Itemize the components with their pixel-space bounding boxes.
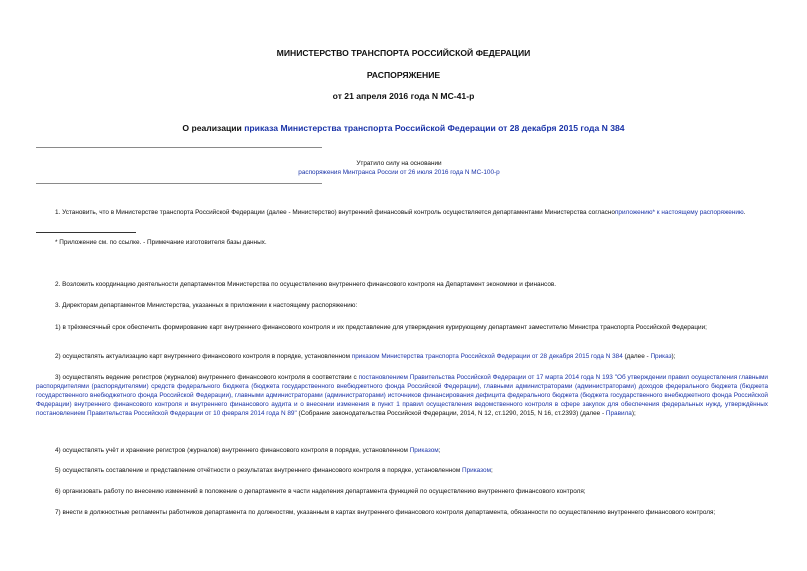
- date-number-heading: от 21 апреля 2016 года N МС-41-р: [332, 91, 475, 101]
- status-note: [36, 159, 762, 177]
- paragraph-3-4: [36, 446, 768, 455]
- paragraph-3-4-text: 4) осуществлять учёт и хранение регистров (журналов) внутреннего финансового контроля в порядке, установленном: [55, 447, 410, 454]
- paragraph-3-4-end: ;: [438, 447, 441, 454]
- order-short-link[interactable]: Приказ: [650, 353, 672, 360]
- paragraph-3-2-text: 2) осуществлять актуализацию карт внутреннего финансового контроля в порядке, установленном: [55, 353, 352, 360]
- paragraph-3-3-text: 3) осуществлять ведение регистров (журналов) внутреннего финансового контроля в соответствии с: [55, 374, 359, 381]
- paragraph-3-2-mid: (далее -: [622, 353, 651, 360]
- divider-bottom: [36, 183, 322, 184]
- appendix-link[interactable]: приложению* к настоящему распоряжению: [614, 209, 744, 216]
- title-prefix: О реализации: [182, 123, 245, 133]
- order-384-link[interactable]: приказа Министерства транспорта Российской Федерации от 28 декабря 2015 года N 384: [244, 123, 625, 133]
- repeal-order-link[interactable]: распоряжения Минтранса России от 26 июля 2016 года N МС-100-р: [298, 169, 500, 176]
- doc-type-heading: РАСПОРЯЖЕНИЕ: [366, 70, 441, 80]
- paragraph-3-5: [36, 466, 768, 475]
- paragraph-3: 3. Директорам департаментов Министерства, указанных в приложении к настоящему распоряжению:: [55, 302, 358, 309]
- divider-top: [36, 147, 322, 148]
- order-link-5[interactable]: Приказом: [462, 467, 491, 474]
- order-384-inline-link[interactable]: приказом Министерства транспорта Российской Федерации от 28 декабря 2015 года N 384: [351, 353, 623, 360]
- paragraph-3-3: [36, 373, 768, 418]
- paragraph-1-text: 1. Установить, что в Министерстве транспорта Российской Федерации (далее - Министерство) внутренний финансовый контроль осуществляется департаментами Министерства согласно: [55, 209, 615, 216]
- order-link-4[interactable]: Приказом: [409, 447, 439, 454]
- paragraph-3-6: 6) организовать работу по внесению изменений в положение о департаменте в части наделения департамента функцией по осуществлению внутреннего финансового контроля;: [55, 488, 586, 495]
- ministry-heading: МИНИСТЕРСТВО ТРАНСПОРТА РОССИЙСКОЙ ФЕДЕРАЦИИ: [276, 48, 531, 58]
- paragraph-1-end: .: [743, 209, 746, 216]
- government-decree-193-link[interactable]: постановлением Правительства Российской Федерации от 17 марта 2014 года N 193 "Об утверждении правил осуществления главными распорядителями (распорядителями) средств федерального бюджета (бюджета государственного внебюджетного фонда Российской Федерации), главными администраторами (администраторами) доходов федерального бюджета (бюджета государственного внебюджетного фонда Российской Федерации), главными администраторами (администраторами) источников финансирования дефицита федерального бюджета (бюджета государственного внебюджетного фонда Российской Федерации) внутреннего финансового контроля и внутреннего финансового аудита и о внесении изменения в пункт 1 правил осуществления ведомственного контроля в сфере закупок для обеспечения федеральных нужд, утверждённых постановлением Правительства Российской Федерации от 10 февраля 2014 года N 89": [36, 374, 768, 417]
- rules-link[interactable]: Правила: [605, 410, 632, 417]
- document-title: [0, 123, 807, 133]
- footnote-divider: [36, 232, 136, 233]
- paragraph-3-1: 1) в трёхмесячный срок обеспечить формирование карт внутреннего финансового контроля и их представление для утверждения курирующему департамент заместителю Министра транспорта Российской Федерации;: [55, 324, 707, 331]
- status-note-text: Утратило силу на основании: [356, 160, 442, 167]
- paragraph-3-5-text: 5) осуществлять составление и представление отчётности о результатах внутреннего финансового контроля в порядке, установленном: [55, 467, 463, 474]
- paragraph-3-3-mid: (Собрание законодательства Российской Федерации, 2014, N 12, ст.1290, 2015, N 16, ст.2393) (далее -: [296, 410, 606, 417]
- footnote: * Приложение см. по ссылке. - Примечание изготовителя базы данных.: [55, 239, 267, 246]
- paragraph-3-5-end: ;: [490, 467, 493, 474]
- paragraph-3-2: [36, 352, 768, 361]
- paragraph-2: 2. Возложить координацию деятельности департаментов Министерства по осуществлению внутреннего финансового контроля на Департамент экономики и финансов.: [55, 281, 557, 288]
- paragraph-3-7: 7) внести в должностные регламенты работников департамента по должностям, указанным в картах внутреннего финансового контроля департамента, обязанности по осуществлению внутреннего финансового контроля;: [55, 509, 716, 516]
- paragraph-3-2-end: );: [671, 353, 676, 360]
- paragraph-3-3-end: );: [631, 410, 636, 417]
- paragraph-1: [36, 208, 768, 217]
